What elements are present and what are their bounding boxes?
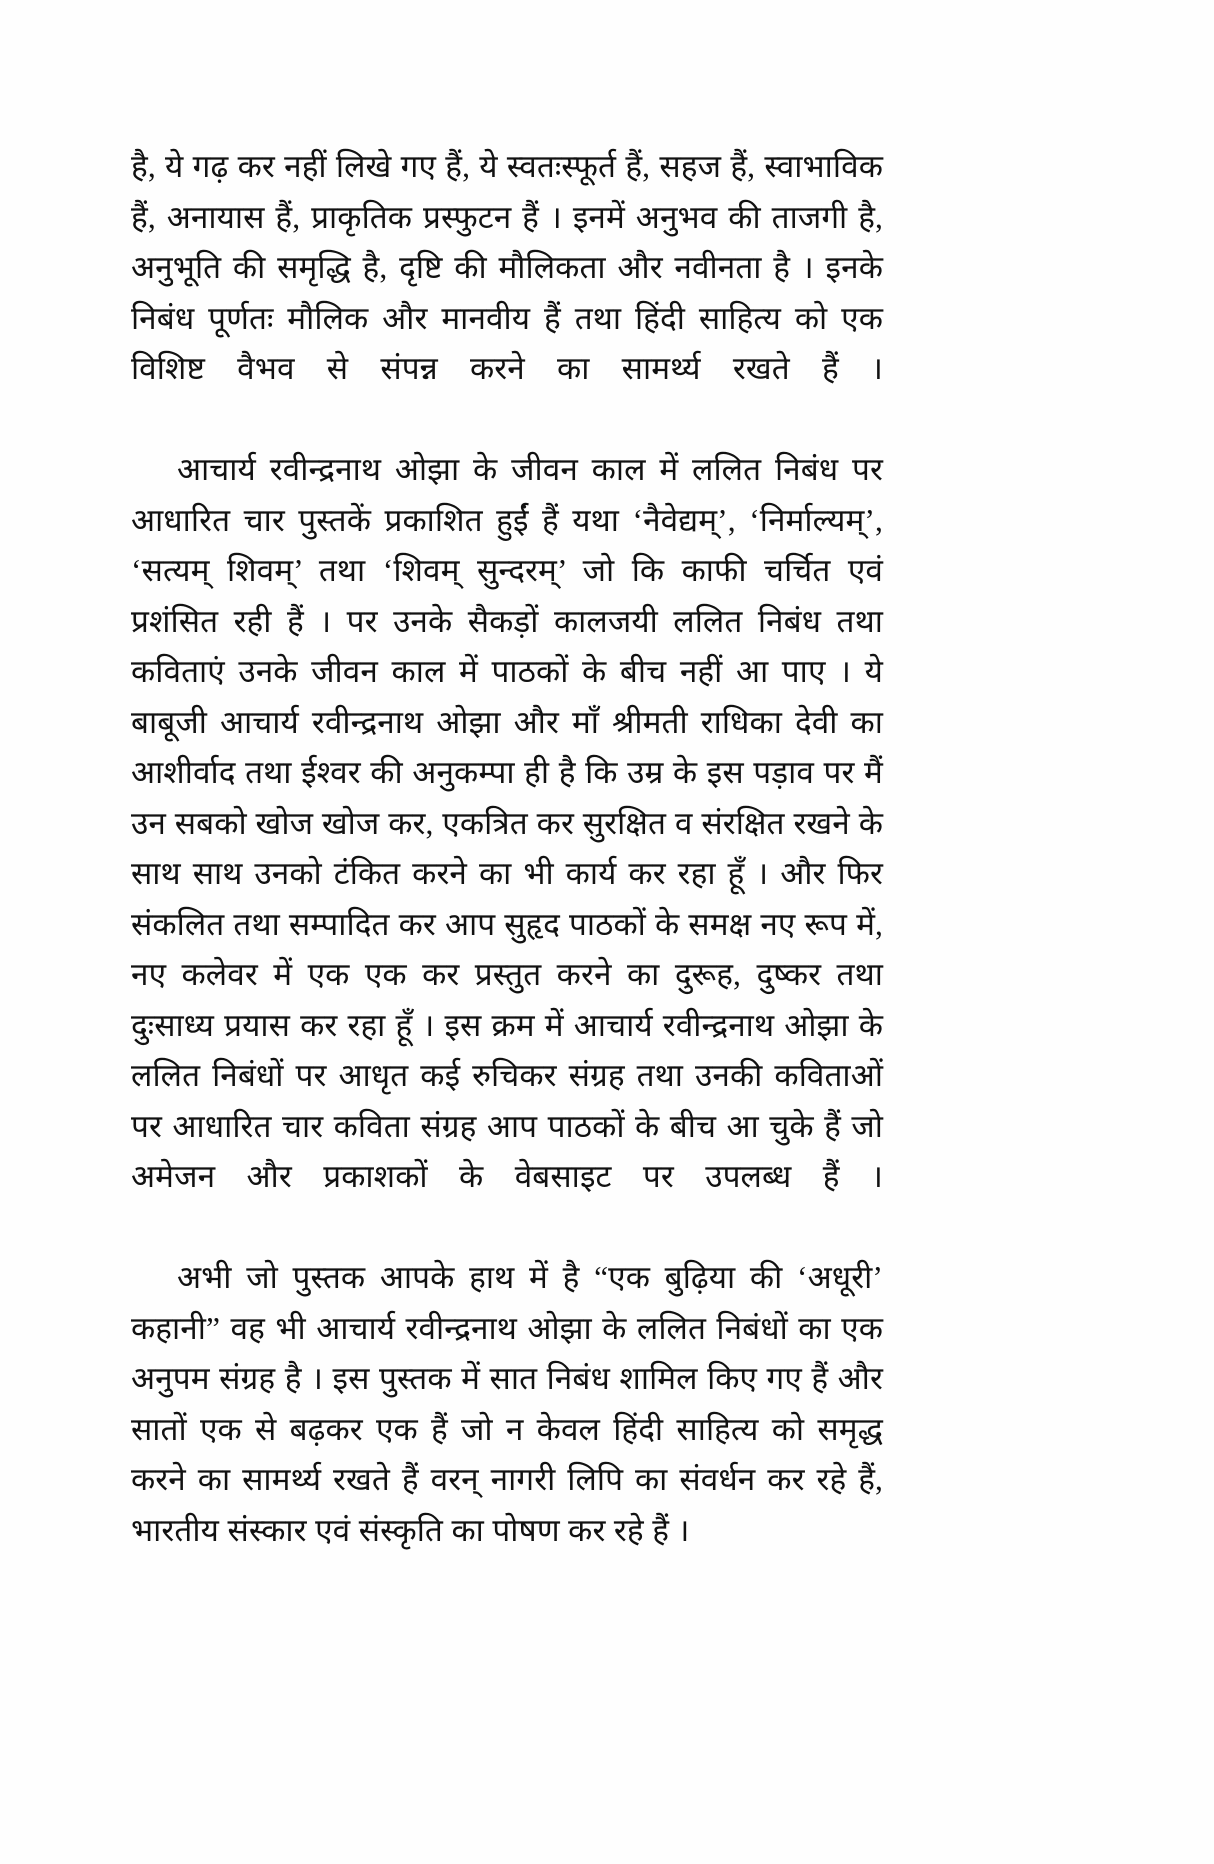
paragraph-1: है, ये गढ़ कर नहीं लिखे गए हैं, ये स्वतःस्फूर्त हैं, सहज हैं, स्वाभाविक हैं, अनायास हैं, प्राकृतिक प्रस्फुटन हैं । इनमें अनुभव की ताजगी है, अनुभूति की समृद्धि है, दृष्टि की मौलिकता और नवीनता है । इनके निबंध पूर्णतः मौलिक और मानवीय हैं तथा हिंदी साहित्य को एक विशिष्ट वैभव से संपन्न करने का सामर्थ्य रखते हैं । bbox=[131, 149, 883, 386]
paragraph-3: अभी जो पुस्तक आपके हाथ में है “एक बुढ़िया की ‘अधूरी’ कहानी” वह भी आचार्य रवीन्द्रनाथ ओझा के ललित निबंधों का एक अनुपम संग्रह है । इस पुस्तक में सात निबंध शामिल किए गए हैं और सातों एक से बढ़कर एक हैं जो न केवल हिंदी साहित्य को समृद्ध करने का सामर्थ्य रखते हैं वरन् नागरी लिपि का संवर्धन कर रहे हैं, भारतीय संस्कार एवं संस्कृति का पोषण कर रहे हैं । bbox=[131, 1260, 884, 1548]
paragraph-2: आचार्य रवीन्द्रनाथ ओझा के जीवन काल में ललित निबंध पर आधारित चार पुस्तकें प्रकाशित हुईं हैं यथा ‘नैवेद्यम्’, ‘निर्माल्यम्’, ‘सत्यम् शिवम्’ तथा ‘शिवम् सुन्दरम्’ जो कि काफी चर्चित एवं प्रशंसित रही हैं । पर उनके सैकड़ों कालजयी ललित निबंध तथा कविताएं उनके जीवन काल में पाठकों के बीच नहीं आ पाए । ये बाबूजी आचार्य रवीन्द्रनाथ ओझा और माँ श्रीमती राधिका देवी का आशीर्वाद तथा ईश्वर की अनुकम्पा ही है कि उम्र के इस पड़ाव पर मैं उन सबको खोज खोज कर, एकत्रित कर सुरक्षित व संरक्षित रखने के साथ साथ उनको टंकित करने का भी कार्य कर रहा हूँ । और फिर संकलित तथा सम्पादित कर आप सुहृद पाठकों के समक्ष नए रूप में, नए कलेवर में एक एक कर प्रस्तुत करने का दुरूह, दुष्कर तथा दुःसाध्य प्रयास कर रहा हूँ । इस क्रम में आचार्य रवीन्द्रनाथ ओझा के ललित निबंधों पर आधृत कई रुचिकर संग्रह तथा उनकी कविताओं पर आधारित चार कविता संग्रह आप पाठकों के बीच आ चुके हैं जो अमेजन और प्रकाशकों के वेबसाइट पर उपलब्ध हैं । bbox=[131, 452, 883, 1194]
text-column bbox=[131, 142, 883, 1556]
